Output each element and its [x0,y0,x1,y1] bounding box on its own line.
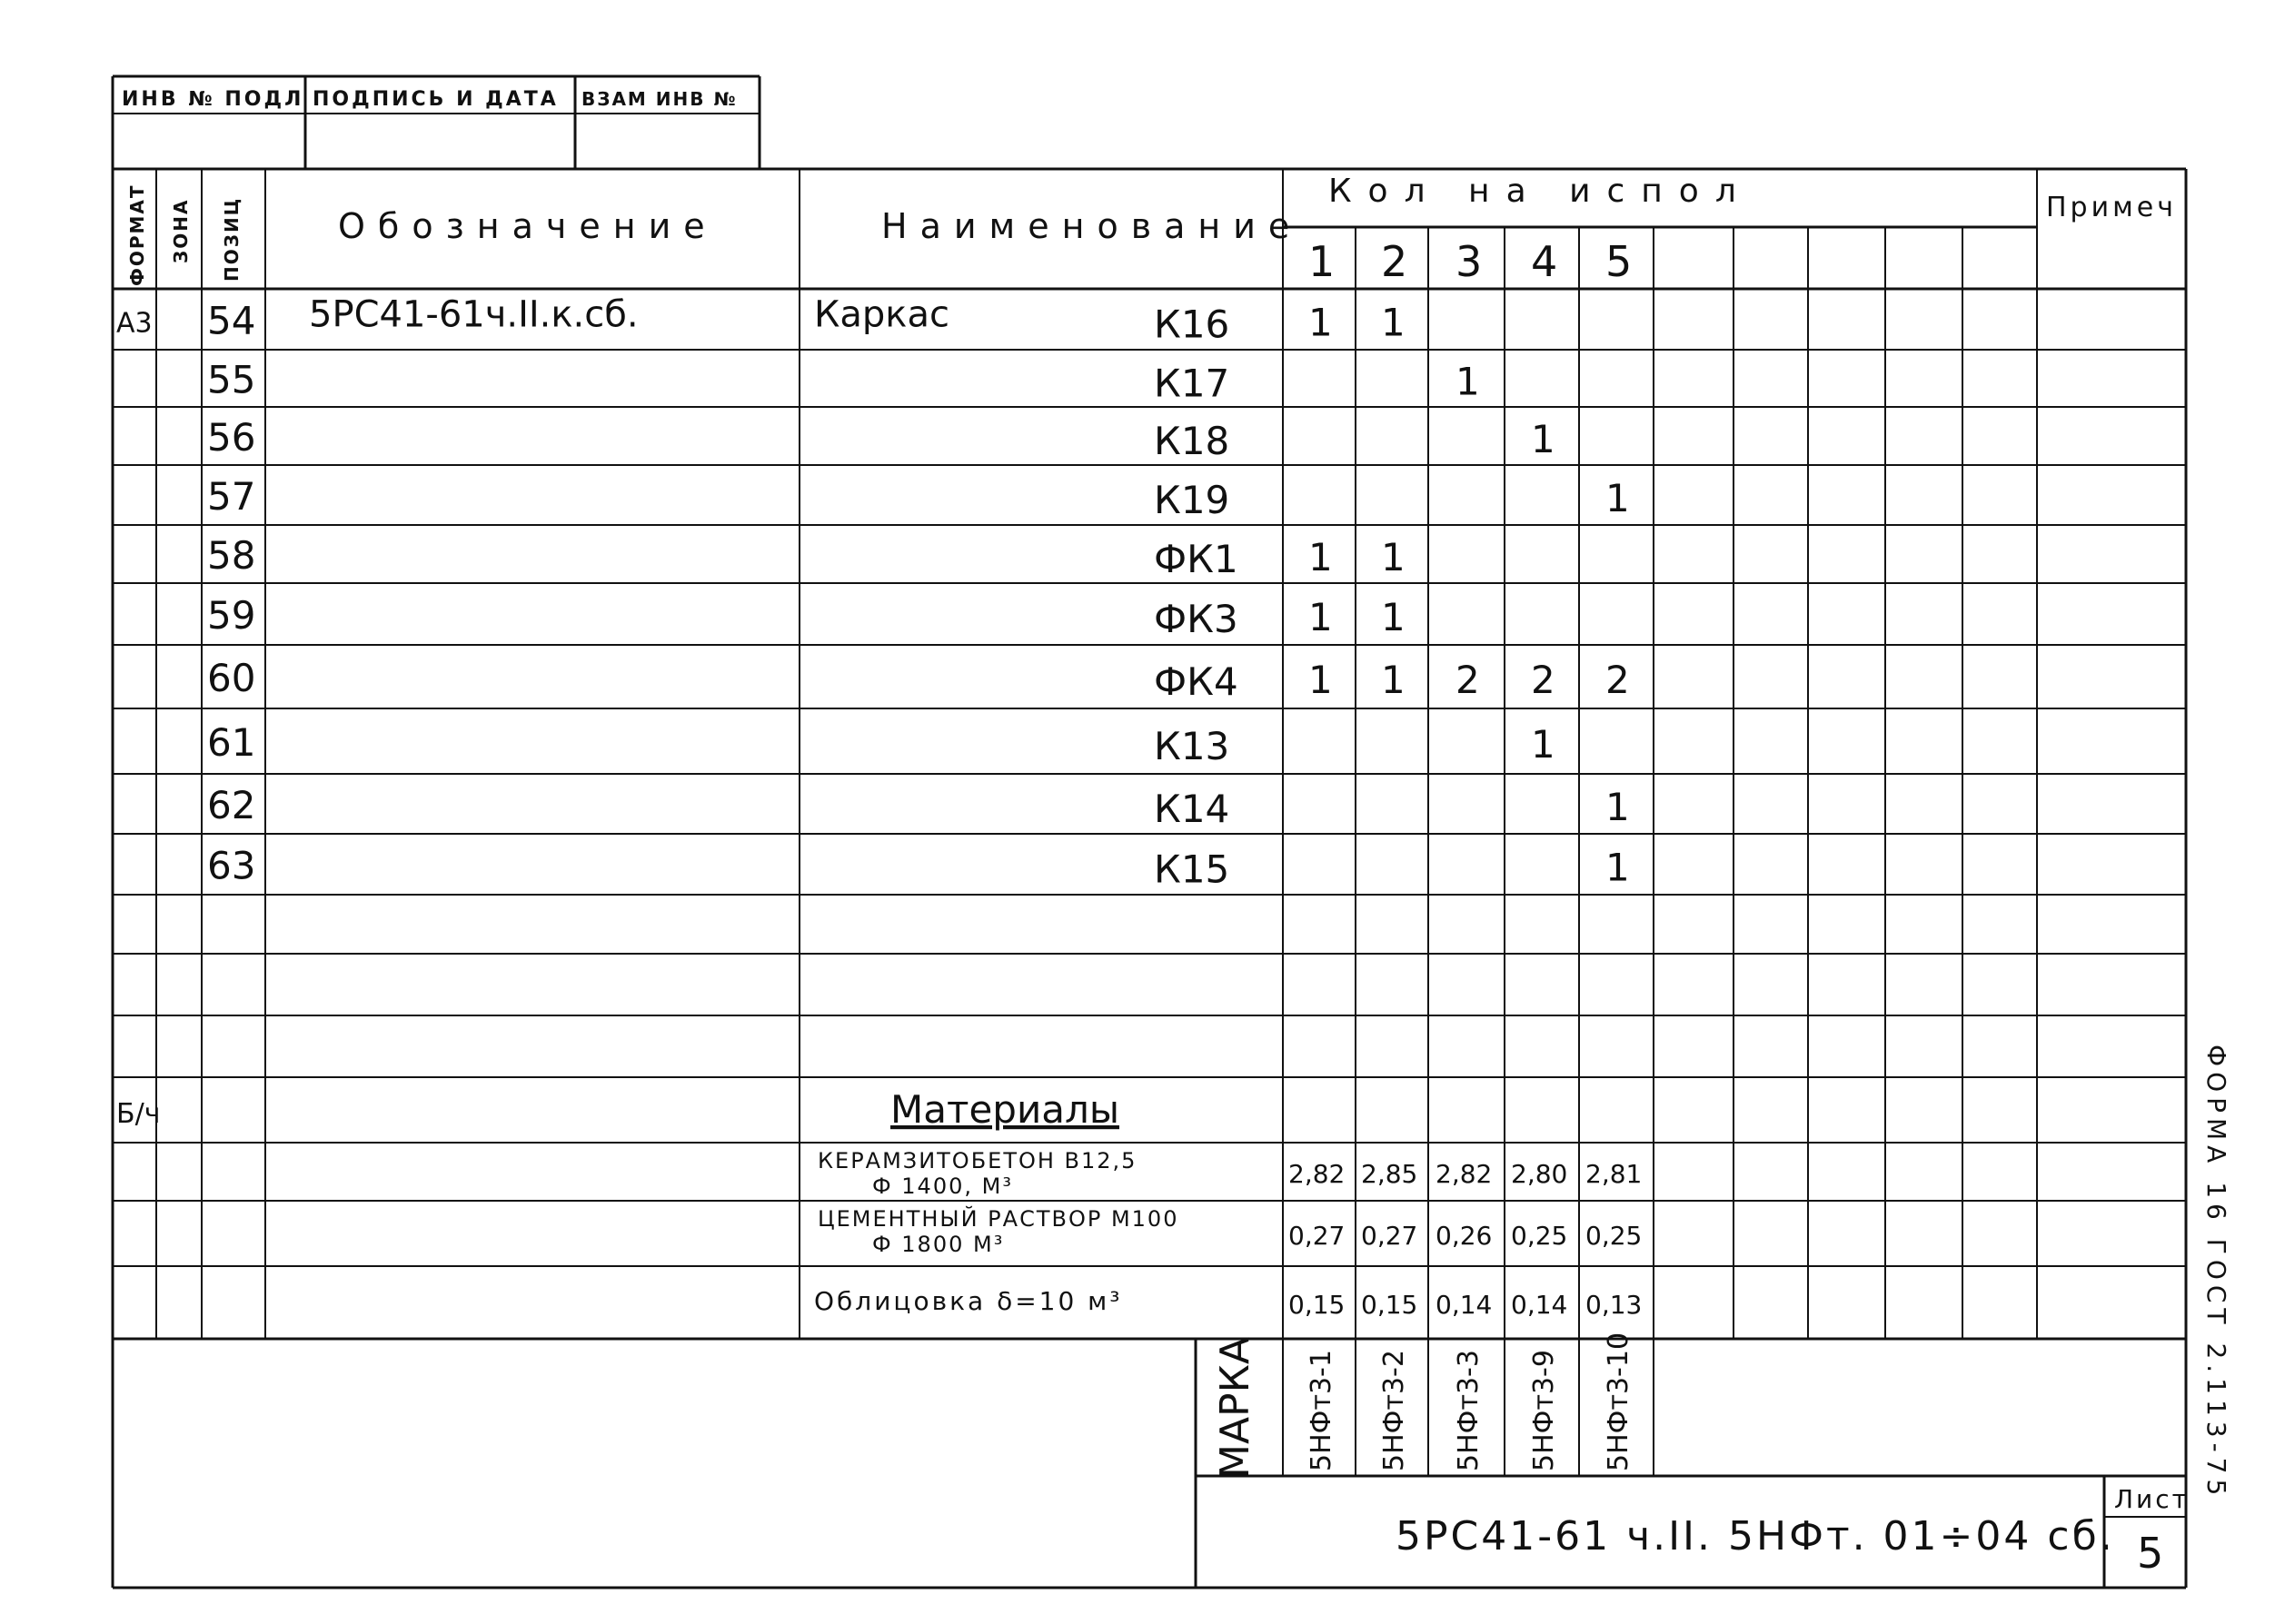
table-body [116,294,1642,1321]
qty-cell: 2,82 [1288,1159,1346,1189]
qty-cell: 2 [1455,658,1480,702]
qty-cell: 1 [1381,535,1406,579]
marka-block [1212,1332,1634,1479]
designation-cell: 5РС41-61ч.II.к.сб. [309,293,639,336]
sheet-label: Лист [2114,1484,2190,1514]
qty-cell: 1 [1308,300,1333,345]
marka-label: МАРКА [1212,1337,1258,1479]
stamp-header-sign: ПОДПИСЬ И ДАТА [313,88,559,111]
header-pos: ПОЗИЦ [221,196,243,282]
stamp-header-inv: ИНВ № ПОДЛ [122,88,304,111]
qty-cell: 2,85 [1361,1159,1418,1189]
qty-cell: 2 [1605,658,1630,702]
header-note: Примеч [2046,192,2177,223]
header-format: ФОРМАТ [126,183,148,286]
mark-cell: ФК4 [1154,659,1238,704]
mark-cell: К14 [1154,787,1230,831]
document-code: 5РС41-61 ч.II. 5НФт. 01÷04 сб. [1396,1513,2115,1560]
table-row [814,1286,1642,1320]
name-cell: Каркас [814,293,949,336]
qty-column-header: 1 [1308,237,1336,286]
stamp-header-replace: ВЗАМ ИНВ № [581,88,738,110]
table-row [207,415,1555,463]
qty-cell: 0,13 [1585,1290,1643,1320]
qty-cell: 0,15 [1288,1290,1346,1320]
header-zone: ЗОНА [170,198,192,263]
name-cell-line2: Ф 1800 М³ [872,1232,1005,1257]
marka-value: 5НФт3-9 [1528,1350,1560,1471]
qty-column-header: 5 [1605,237,1633,286]
table-header [126,173,2177,286]
qty-cell: 0,27 [1361,1221,1418,1251]
position-cell: 63 [207,843,256,888]
table-row [207,783,1630,831]
qty-cell: 0,15 [1361,1290,1418,1320]
qty-cell: 2,81 [1585,1159,1643,1189]
mark-cell: ФК3 [1154,597,1238,641]
position-cell: 56 [207,415,256,460]
qty-cell: 1 [1455,359,1480,404]
position-cell: 62 [207,783,256,827]
table-row [207,593,1406,641]
qty-cell: 0,26 [1436,1221,1493,1251]
position-cell: 59 [207,593,256,638]
qty-cell: 0,25 [1585,1221,1643,1251]
table-row [116,294,1406,347]
marka-value: 5НФт3-2 [1378,1350,1410,1471]
qty-cell: 1 [1308,535,1333,579]
table-row [207,474,1630,522]
form-note: ФОРМА 16 ГОСТ 2.113-75 [2201,1045,2231,1501]
marka-value: 5НФт3-1 [1306,1350,1337,1471]
name-cell: КЕРАМЗИТОБЕТОН В12,5 [818,1148,1138,1173]
sheet-number: 5 [2137,1529,2164,1578]
qty-cell: 2 [1531,658,1555,702]
qty-cell: 1 [1531,417,1555,461]
qty-column-header: 4 [1531,237,1558,286]
format-cell: А3 [116,307,153,340]
header-designation: Обозначение [338,206,718,246]
table-row [207,533,1406,581]
mark-cell: К17 [1154,361,1230,406]
qty-cell: 1 [1381,595,1406,639]
mark-cell: К13 [1154,724,1230,768]
qty-column-headers [1308,237,1632,286]
mark-cell: К19 [1154,478,1230,522]
marka-value: 5НФт3-10 [1603,1332,1634,1471]
qty-cell: 0,14 [1436,1290,1493,1320]
position-cell: 54 [207,298,256,343]
archive-stamp [122,88,738,111]
qty-cell: 0,25 [1511,1221,1568,1251]
qty-cell: 0,27 [1288,1221,1346,1251]
position-cell: 57 [207,474,256,519]
table-row [207,656,1630,704]
title-block [1396,1484,2190,1578]
qty-cell: 1 [1308,658,1333,702]
qty-cell: 1 [1605,845,1630,890]
position-cell: 58 [207,533,256,578]
table-row [207,844,1630,892]
qty-cell: 2,80 [1511,1159,1568,1189]
position-cell: 55 [207,357,256,402]
qty-cell: 0,14 [1511,1290,1568,1320]
mark-cell: К16 [1154,302,1230,347]
materials-heading: Материалы [890,1087,1119,1132]
qty-cell: 1 [1308,595,1333,639]
marka-value: 5НФт3-3 [1453,1350,1485,1471]
qty-cell: 1 [1531,722,1555,767]
qty-column-header: 3 [1455,237,1483,286]
qty-cell: 1 [1381,658,1406,702]
mark-cell: ФК1 [1154,537,1238,581]
position-cell: 61 [207,720,256,765]
qty-column-header: 2 [1381,237,1408,286]
name-cell: Облицовка δ=10 м³ [814,1286,1123,1316]
name-cell: ЦЕМЕНТНЫЙ РАСТВОР М100 [818,1206,1179,1232]
table-row [818,1148,1642,1199]
table-row [818,1205,1642,1257]
header-name: Наименование [881,206,1303,246]
mark-cell: К18 [1154,419,1230,463]
table-row [207,720,1555,768]
qty-cell: 1 [1381,300,1406,345]
name-cell-line2: Ф 1400, М³ [872,1173,1013,1199]
table-row [116,1087,1119,1132]
format-cell: Б/ч [116,1098,161,1130]
position-cell: 60 [207,656,256,700]
table-row [207,358,1480,406]
qty-cell: 1 [1605,476,1630,520]
mark-cell: К15 [1154,847,1230,892]
header-qty-title: Кол на испол [1328,173,1753,210]
qty-cell: 2,82 [1436,1159,1493,1189]
qty-cell: 1 [1605,785,1630,829]
